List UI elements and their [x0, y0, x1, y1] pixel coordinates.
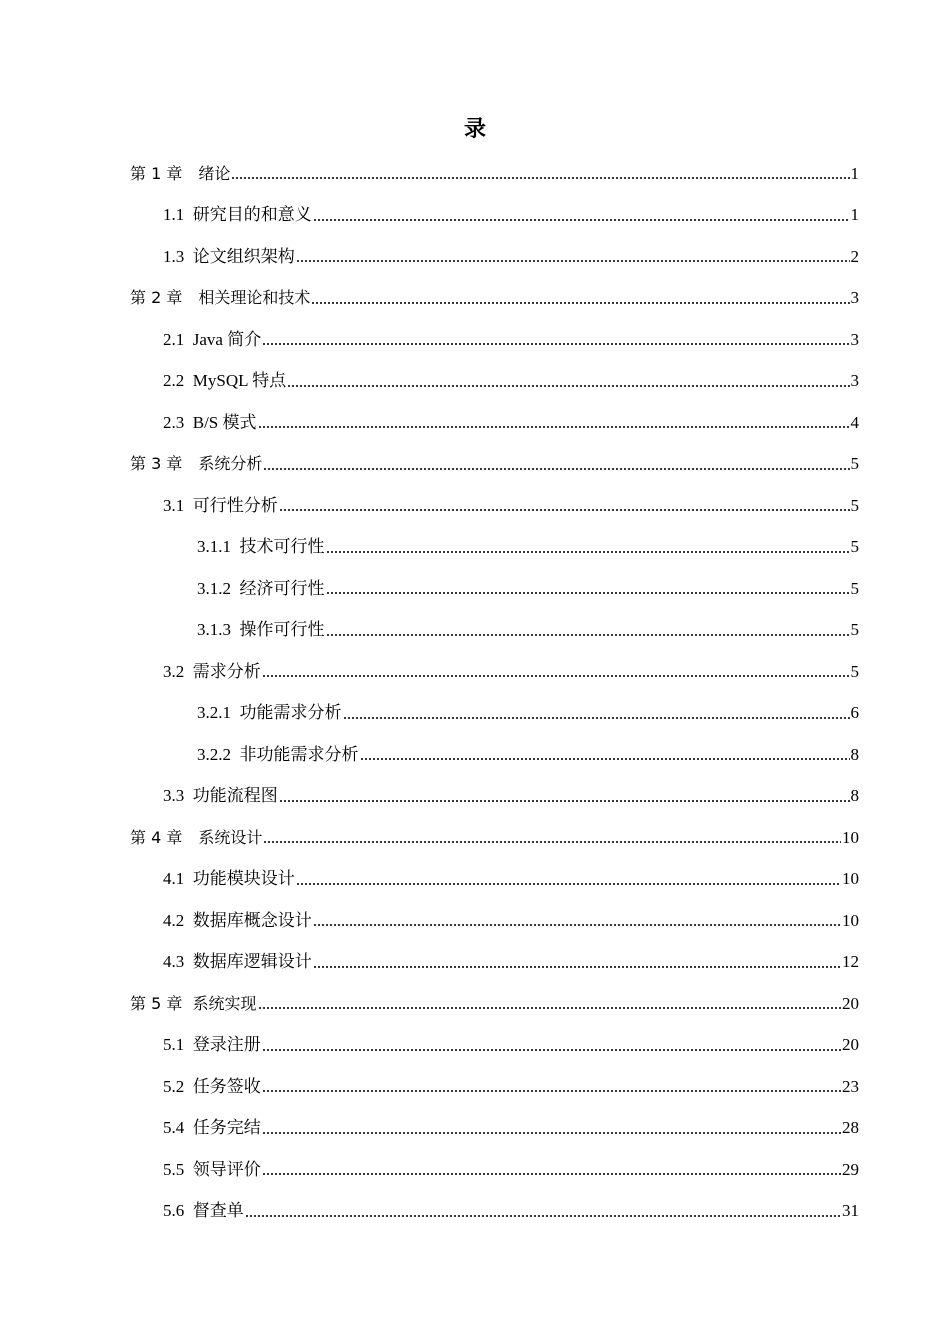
toc-entry-label: 5.4 任务完结 — [163, 1118, 261, 1138]
toc-list — [0, 153, 950, 1232]
toc-entry-label: 4.2 数据库概念设计 — [163, 910, 312, 930]
toc-entry-label: 2.2 MySQL 特点 — [163, 371, 287, 391]
dot-leader — [296, 260, 850, 262]
toc-section-entry[interactable] — [0, 568, 950, 610]
toc-page-number: 10 — [842, 827, 859, 847]
dot-leader — [258, 426, 850, 428]
toc-page-number: 10 — [842, 910, 859, 930]
toc-entry-label: 5.1 登录注册 — [163, 1035, 261, 1055]
dot-leader — [360, 758, 850, 760]
toc-chapter-entry[interactable] — [0, 817, 950, 859]
toc-entry-label: 2.1 Java 简介 — [163, 329, 262, 349]
toc-entry-label: 3.1.3 操作可行性 — [197, 620, 325, 640]
toc-section-entry[interactable] — [0, 776, 950, 818]
toc-entry-label: 3.1.1 技术可行性 — [197, 537, 325, 557]
toc-title: 录 — [463, 117, 486, 142]
toc-entry-label: 第 3 章 系统分析 — [130, 454, 263, 474]
dot-leader — [287, 385, 849, 387]
toc-page-number: 3 — [850, 371, 859, 391]
dot-leader — [296, 883, 841, 885]
toc-page-number: 8 — [850, 786, 859, 806]
toc-page-number: 8 — [850, 744, 859, 764]
toc-section-entry[interactable] — [0, 319, 950, 361]
dot-leader — [262, 1049, 841, 1051]
toc-chapter-entry[interactable] — [0, 153, 950, 195]
toc-entry-label: 第 2 章 相关理论和技术 — [130, 288, 311, 308]
toc-page-number: 28 — [842, 1118, 859, 1138]
dot-leader — [343, 717, 850, 719]
toc-page-number: 1 — [850, 205, 859, 225]
toc-section-entry[interactable] — [0, 900, 950, 942]
toc-section-entry[interactable] — [0, 734, 950, 776]
toc-chapter-entry[interactable] — [0, 444, 950, 486]
dot-leader — [263, 841, 841, 843]
toc-page-number: 5 — [850, 537, 859, 557]
dot-leader — [262, 1173, 841, 1175]
toc-entry-label: 5.5 领导评价 — [163, 1159, 261, 1179]
toc-entry-label: 1.3 论文组织架构 — [163, 246, 295, 266]
dot-leader — [279, 800, 850, 802]
toc-section-entry[interactable] — [0, 402, 950, 444]
toc-entry-label: 5.2 任务签收 — [163, 1076, 261, 1096]
dot-leader — [313, 219, 850, 221]
toc-page-number: 2 — [850, 246, 859, 266]
toc-section-entry[interactable] — [0, 236, 950, 278]
dot-leader — [262, 343, 849, 345]
toc-entry-label: 第 5 章 系统实现 — [130, 993, 257, 1013]
toc-entry-label: 4.1 功能模块设计 — [163, 869, 295, 889]
toc-section-entry[interactable] — [0, 610, 950, 652]
toc-entry-label: 5.6 督查单 — [163, 1201, 244, 1221]
toc-page-number: 5 — [850, 620, 859, 640]
toc-entry-label: 3.3 功能流程图 — [163, 786, 278, 806]
toc-section-entry[interactable] — [0, 651, 950, 693]
toc-page-number: 1 — [850, 163, 859, 183]
toc-page-number: 5 — [850, 578, 859, 598]
toc-page-number: 23 — [842, 1076, 859, 1096]
toc-entry-label: 第 1 章 绪论 — [130, 163, 231, 183]
toc-entry-label: 3.1 可行性分析 — [163, 495, 278, 515]
dot-leader — [279, 509, 850, 511]
dot-leader — [313, 966, 841, 968]
toc-section-entry[interactable] — [0, 195, 950, 237]
toc-section-entry[interactable] — [0, 1025, 950, 1067]
toc-entry-label: 1.1 研究目的和意义 — [163, 205, 312, 225]
toc-page-number: 3 — [850, 329, 859, 349]
toc-page-number: 3 — [850, 288, 859, 308]
toc-entry-label: 3.2.1 功能需求分析 — [197, 703, 342, 723]
dot-leader — [326, 551, 850, 553]
toc-page-number: 5 — [850, 495, 859, 515]
toc-page-number: 20 — [842, 993, 859, 1013]
toc-page-number: 5 — [850, 661, 859, 681]
toc-section-entry[interactable] — [0, 1066, 950, 1108]
toc-entry-label: 2.3 B/S 模式 — [163, 412, 257, 432]
dot-leader — [262, 675, 850, 677]
toc-page-number: 31 — [842, 1201, 859, 1221]
dot-leader — [313, 924, 841, 926]
toc-page-number: 20 — [842, 1035, 859, 1055]
toc-section-entry[interactable] — [0, 942, 950, 984]
toc-section-entry[interactable] — [0, 1108, 950, 1150]
toc-page-number: 5 — [850, 454, 859, 474]
dot-leader — [262, 1132, 841, 1134]
toc-entry-label: 3.2 需求分析 — [163, 661, 261, 681]
toc-page-number: 12 — [842, 952, 859, 972]
dot-leader — [262, 1090, 841, 1092]
dot-leader — [258, 1007, 841, 1009]
toc-chapter-entry[interactable] — [0, 278, 950, 320]
toc-entry-label: 3.2.2 非功能需求分析 — [197, 744, 359, 764]
toc-section-entry[interactable] — [0, 1191, 950, 1233]
dot-leader — [311, 302, 849, 304]
toc-page-number: 4 — [850, 412, 859, 432]
toc-section-entry[interactable] — [0, 527, 950, 569]
toc-section-entry[interactable] — [0, 361, 950, 403]
toc-chapter-entry[interactable] — [0, 983, 950, 1025]
toc-section-entry[interactable] — [0, 859, 950, 901]
dot-leader — [231, 177, 849, 179]
toc-section-entry[interactable] — [0, 693, 950, 735]
toc-entry-label: 4.3 数据库逻辑设计 — [163, 952, 312, 972]
toc-page-number: 29 — [842, 1159, 859, 1179]
dot-leader — [263, 468, 849, 470]
toc-page-number: 10 — [842, 869, 859, 889]
toc-entry-label: 第 4 章 系统设计 — [130, 827, 263, 847]
dot-leader — [326, 634, 850, 636]
dot-leader — [245, 1215, 841, 1217]
dot-leader — [326, 592, 850, 594]
toc-section-entry[interactable] — [0, 1149, 950, 1191]
toc-page-number: 6 — [850, 703, 859, 723]
toc-section-entry[interactable] — [0, 485, 950, 527]
toc-entry-label: 3.1.2 经济可行性 — [197, 578, 325, 598]
